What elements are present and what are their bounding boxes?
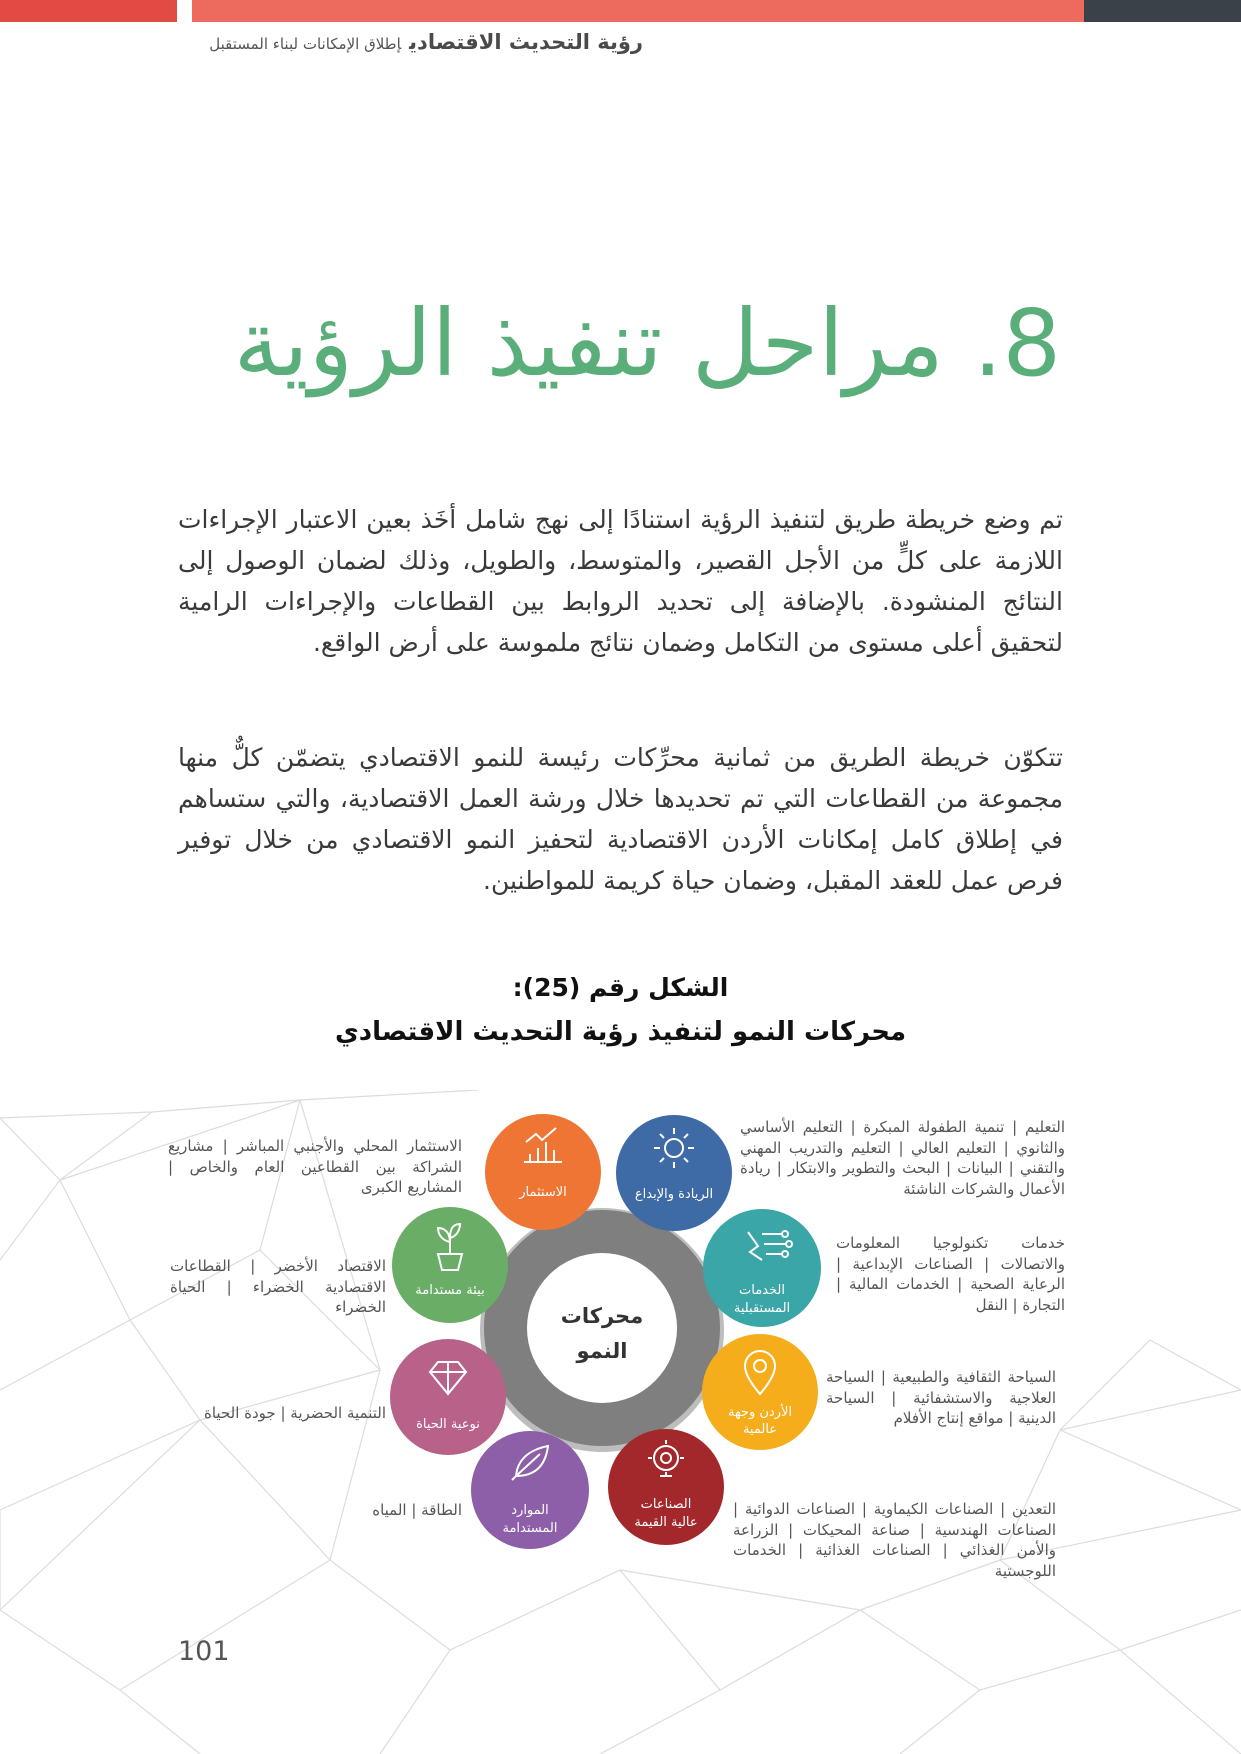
engine-description-investment: الاستثمار المحلي والأجنبي المباشر | مشاريع الشراكة بين القطاعين العام والخاص | المشاريع الكبرى (168, 1137, 462, 1196)
hub-label-line-1: محركات (560, 1304, 644, 1328)
engine-label-line-2: عالية القيمة (634, 1515, 698, 1530)
figure-title: محركات النمو لتنفيذ رؤية التحديث الاقتصادي (334, 1017, 907, 1047)
body-paragraph-1: تم وضع خريطة طريق لتنفيذ الرؤية استنادًا إلى نهج شامل أخَذ بعين الاعتبار الإجراءات اللازمة على كلٍّ من الأجل القصير، والمتوسط، والطويل، وذلك لضمان الوصول إلى النتائج المنشودة. بالإضافة إلى تحديد الروابط بين القطاعات والإجراءات الرامية لتحقيق أعلى مستوى من التكامل وضمان نتائج ملموسة على أرض الواقع. (178, 505, 1063, 657)
engine-circle (392, 1207, 508, 1323)
engine-label-line-1: الموارد (511, 1503, 549, 1518)
engine-label: الاستثمار (519, 1185, 567, 1200)
engine-entrepreneurship (616, 1115, 732, 1231)
header-brand: رؤية التحديث الاقتصادي (409, 30, 643, 54)
section-title: 8. مراحل تنفيذ الرؤية (233, 290, 1061, 397)
engine-description-quality-of-life: التنمية الحضرية | جودة الحياة (203, 1404, 386, 1422)
engine-label-line-1: الخدمات (739, 1283, 785, 1298)
engine-description-entrepreneurship: التعليم | تنمية الطفولة المبكرة | التعليم الأساسي والثانوي | التعليم العالي | التعليم والتدريب المهني والتقني | البيانات | البحث والتطوير والابتكار | ريادة الأعمال والشركات الناشئة (740, 1118, 1065, 1198)
page-number: 101 (178, 1636, 230, 1667)
engine-future-services (703, 1209, 821, 1327)
hub-center (527, 1253, 677, 1403)
body-paragraph-2: تتكوّن خريطة الطريق من ثمانية محرِّكات رئيسة للنمو الاقتصادي يتضمّن كلٌّ منها مجموعة من القطاعات التي تم تحديدها خلال ورشة العمل الاقتصادية، والتي ستساهم في إطلاق كامل إمكانات الأردن الاقتصادية لتحفيز النمو الاقتصادي من خلال توفير فرص عمل للعقد المقبل، وضمان حياة كريمة للمواطنين. (178, 743, 1063, 895)
engine-label: الريادة والإبداع (634, 1187, 714, 1202)
engine-label-line-1: الصناعات (640, 1497, 692, 1512)
engine-quality-of-life (390, 1339, 506, 1455)
engine-label: نوعية الحياة (416, 1417, 480, 1432)
engine-description-sustainable-resources: الطاقة | المياه (372, 1501, 462, 1519)
engine-high-value-industries (608, 1429, 724, 1545)
engine-label: بيئة مستدامة (415, 1283, 485, 1298)
engine-description-future-services: خدمات تكنولوجيا المعلومات والاتصالات | الصناعات الإبداعية | الرعاية الصحية | الخدمات المالية | التجارة | النقل (836, 1234, 1065, 1314)
engine-description-sustainable-environment: الاقتصاد الأخضر | القطاعات الاقتصادية الخضراء | الحياة الخضراء (170, 1257, 386, 1316)
header-tagline: إطلاق الإمكانات لبناء المستقبل (209, 35, 402, 53)
engine-label-line-2: عالمية (742, 1422, 778, 1437)
engine-label-line-1: الأردن وجهة (727, 1405, 793, 1420)
engine-circle (485, 1114, 601, 1230)
engine-jordan-global-destination (702, 1334, 818, 1450)
figure-number: الشكل رقم (25): (512, 973, 729, 1002)
engine-circle (390, 1339, 506, 1455)
engine-investment (485, 1114, 601, 1230)
engine-description-high-value-industries: التعدين | الصناعات الكيماوية | الصناعات الدوائية | الصناعات الهندسية | صناعة المحيكات | الزراعة والأمن الغذائي | الصناعات الغذائية | الخدمات اللوجستية (733, 1500, 1056, 1580)
engine-description-jordan-destination: السياحة الثقافية والطبيعية | السياحة العلاجية والاستشفائية | السياحة الدينية | مواقع إنتاج الأفلام (826, 1368, 1056, 1427)
engine-sustainable-resources (471, 1431, 589, 1549)
engine-label-line-2: المستقبلية (733, 1301, 791, 1316)
engine-label-line-2: المستدامة (502, 1521, 558, 1536)
hub-label-line-2: النمو (576, 1339, 628, 1363)
engine-sustainable-environment (392, 1207, 508, 1323)
